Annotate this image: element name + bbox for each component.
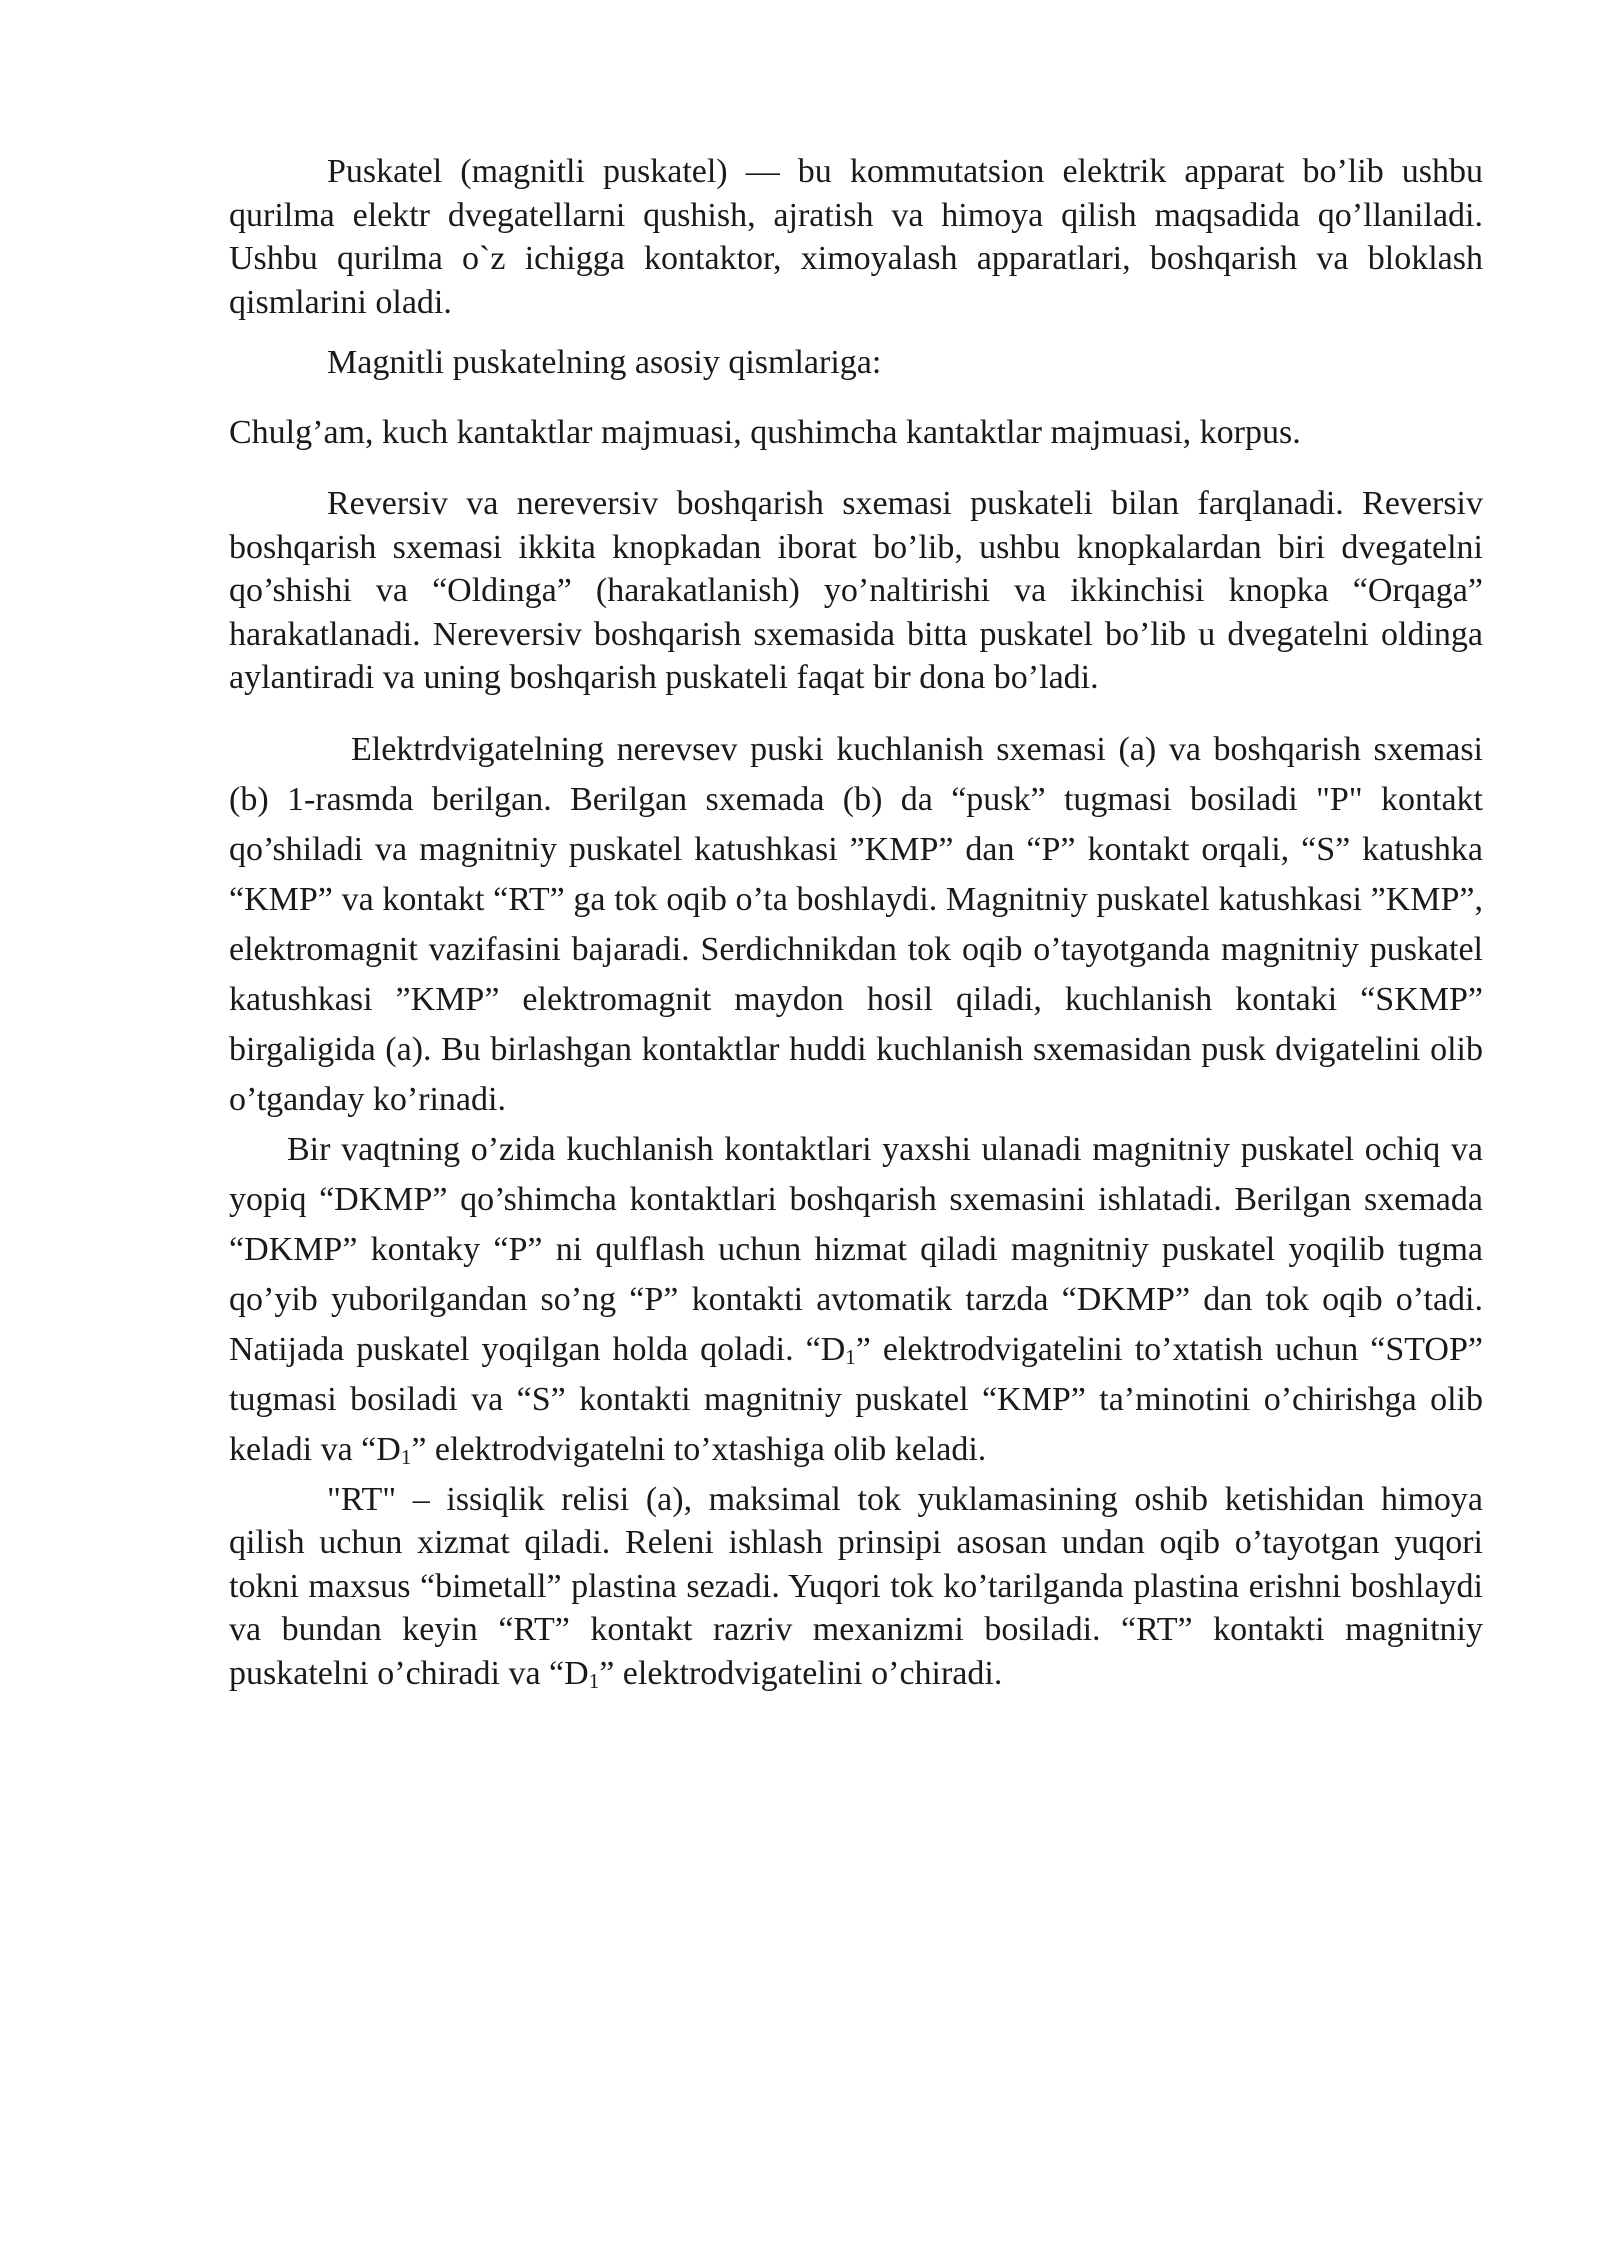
paragraph-reversive-control: Reversiv va nereversiv boshqarish sxemasi puskateli bilan farqlanadi. Reversiv boshqarish sxemasi ikkita knopkadan iborat bo’lib, ushbu knopkalardan biri dvegatelni qo’shishi va “Oldinga” (harakatlanish) yo’naltirishi va ikkinchisi knopka “Orqaga” harakatlanadi. Nereversiv boshqarish sxemasida bitta puskatel bo’lib u dvegatelni oldinga aylantiradi va uning boshqarish puskateli faqat bir dona bo’ladi.	[229, 485, 1483, 696]
subscript: 1	[845, 1344, 856, 1369]
paragraph-thermal-relay	[229, 1478, 1483, 1696]
subscript: 1	[588, 1668, 600, 1693]
paragraph-nonreversive-start: Elektrdvigatelning nerevsev puski kuchlanish sxemasi (a) va boshqarish sxemasi (b) 1-rasmda berilgan. Berilgan sxemada (b) da “pusk” tugmasi bosiladi "P" kontakt qo’shiladi va magnitniy puskatel katushkasi ”KMP” dan “P” kontakt orqali, “S” katushka “KMP” va kontakt “RT” ga tok oqib o’ta boshlaydi. Magnitniy puskatel katushkasi ”KMP”, elektromagnit vazifasini bajaradi. Serdichnikdan tok oqib o’tayotganda magnitniy puskatel katushkasi ”KMP” elektromagnit maydon hosil qiladi, kuchlanish kontaki “SKMP” birgaligida (a). Bu birlashgan kontaktlar huddi kuchlanish sxemasidan pusk dvigatelini olib o’tganday ko’rinadi.	[229, 730, 1483, 1118]
paragraph-puskatel-definition: Puskatel (magnitli puskatel) — bu kommutatsion elektrik apparat bo’lib ushbu qurilma elektr dvegatellarni qushish, ajratish va himoya qilish maqsadida qo’llaniladi. Ushbu qurilma o`z ichigga kontaktor, ximoyalash apparatlari, boshqarish va bloklash qismlarini oladi.	[229, 153, 1483, 321]
text-run: Bir vaqtning o’zida kuchlanish kontaktlari yaxshi ulanadi magnitniy puskatel ochiq va yopiq “DKMP” qo’shimcha kontaktlari boshqarish sxemasini ishlatadi. Berilgan sxemada “DKMP” kontaky “P” ni qulflash uchun hizmat qiladi magnitniy puskatel yoqilib tugma qo’yib yuborilgandan so’ng “P” kontakti avtomatik tarzda “DKMP” dan tok oqib o’tadi. Natijada puskatel yoqilgan holda qoladi. “D	[229, 1130, 1483, 1368]
paragraph-parts-list: Chulg’am, kuch kantaktlar majmuasi, qushimcha kantaktlar majmuasi, korpus.	[229, 413, 1301, 451]
text-run: ” elektrodvigatelini o’chiradi.	[599, 1654, 1003, 1692]
text-run: "RT" – issiqlik relisi (a), maksimal tok yuklamasining oshib ketishidan himoya qilish uchun xizmat qiladi. Releni ishlash prinsipi asosan undan oqib o’tayotgan yuqori tokni maxsus “bimetall” plastina sezadi. Yuqori tok ko’tarilganda plastina erishni boshlaydi va bundan keyin “RT” kontakt razriv mexanizmi bosiladi. “RT” kontakti magnitniy puskatelni o’chiradi va “D	[229, 1480, 1483, 1692]
paragraph-dkmp-contacts	[229, 1125, 1483, 1475]
document-page	[229, 150, 1483, 1695]
text-run: ” elektrodvigatelni to’xtashiga olib keladi.	[411, 1430, 987, 1468]
text-run: ” elektrodvigatelini to’xtatish uchun “STOP” tugmasi bosiladi va “S” kontakti magnitniy puskatel “KMP” ta’minotini o’chirishga olib keladi va “D	[229, 1330, 1483, 1468]
paragraph-main-parts-heading: Magnitli puskatelning asosiy qismlariga:	[327, 344, 882, 381]
subscript: 1	[400, 1444, 412, 1469]
